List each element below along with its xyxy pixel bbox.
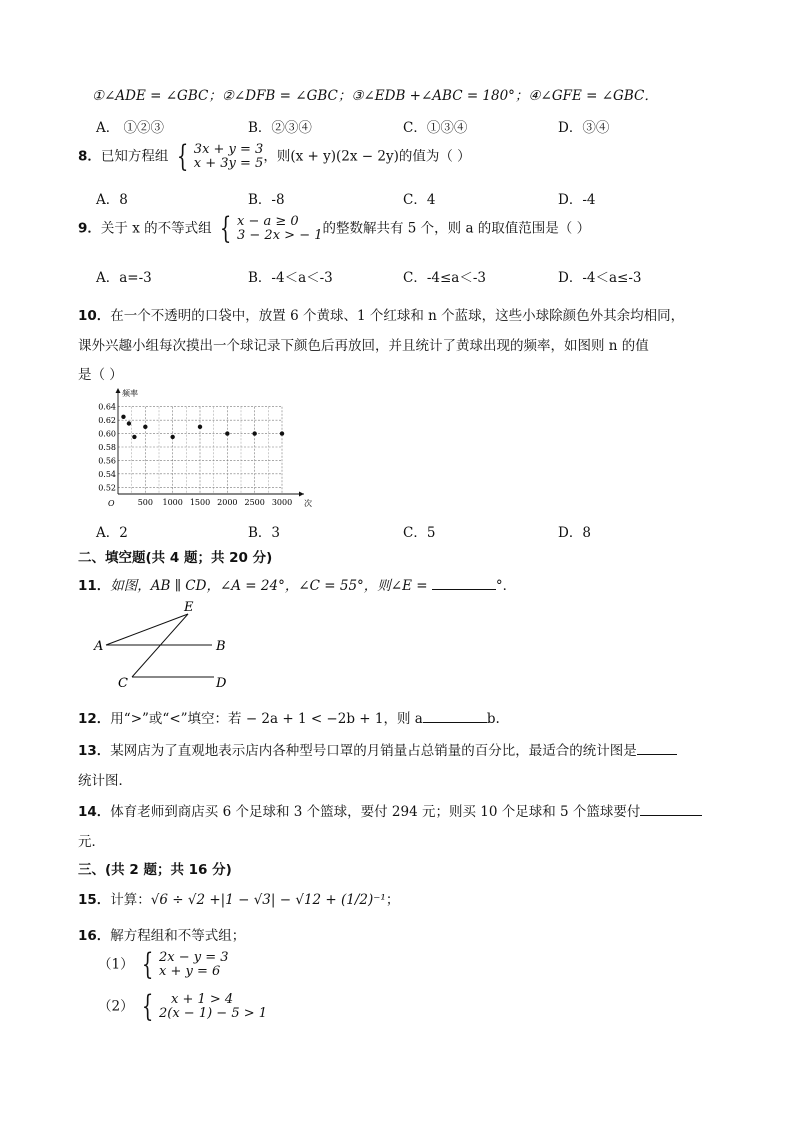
data-point-8 <box>280 431 284 435</box>
y-tick-label-6: 0.64 <box>98 402 116 412</box>
q10-line3: 是（ ） <box>78 367 123 383</box>
q9-stem <box>78 211 591 246</box>
q7-option-d[interactable]: D．③④ <box>558 120 610 136</box>
q15-suffix: ； <box>385 892 400 908</box>
chart-axes <box>116 388 305 497</box>
y-tick-label-3: 0.58 <box>98 443 116 452</box>
q8-suffix: ，则(x + y)(2x − 2y)的值为（ ） <box>263 148 471 165</box>
q8-eq1: 3x + y = 3 <box>193 142 264 157</box>
q12-number: 12． <box>78 711 111 727</box>
q10-option-b[interactable]: B．3 <box>248 525 281 541</box>
x-axis-arrow <box>299 492 304 497</box>
q12-answer-blank[interactable] <box>423 722 487 723</box>
data-point-3 <box>143 425 147 429</box>
q16-part2-brace: { <box>141 989 154 1024</box>
q8-option-a[interactable]: A．8 <box>96 192 128 208</box>
q9-eq2: 3 − 2x > − 1 <box>237 228 323 243</box>
q8-brace: { <box>176 139 188 174</box>
y-axis-arrow <box>116 388 121 393</box>
q14-stem <box>78 800 702 820</box>
q13-text: 某网店为了直观地表示店内各种型号口罩的月销量占总销量的百分比，最适合的统计图是 <box>110 743 637 759</box>
q9-suffix: 的整数解共有 5 个，则 a 的取值范围是（ ） <box>322 220 591 237</box>
q16-number: 16． <box>78 928 111 944</box>
data-point-0 <box>121 415 125 419</box>
label-e: E <box>184 600 194 615</box>
q12-after: b. <box>486 711 500 727</box>
x-tick-label-4: 2500 <box>244 498 265 507</box>
data-point-1 <box>127 421 131 425</box>
q16-part2-eq2: 2(x − 1) − 5 > 1 <box>158 1006 268 1021</box>
q14-number: 14． <box>78 804 111 820</box>
q8-eq2: x + 3y = 5 <box>193 156 264 171</box>
q16-part2 <box>98 989 268 1024</box>
data-point-7 <box>252 431 256 435</box>
q9-option-d[interactable]: D．-4＜a≤-3 <box>558 270 642 286</box>
x-tick-label-2: 1500 <box>189 498 211 507</box>
q13-stem <box>78 739 677 759</box>
y-axis-label: 频率 <box>122 389 138 398</box>
q8-number: 8． <box>78 148 101 165</box>
data-point-6 <box>225 431 229 435</box>
q10-option-d[interactable]: D．8 <box>558 525 591 541</box>
q14-text: 体育老师到商店买 6 个足球和 3 个篮球，要付 294 元；则买 10 个足球和 5 个篮球要付 <box>110 804 641 820</box>
x-tick-label-1: 1000 <box>162 498 183 507</box>
q10-line1 <box>78 304 684 324</box>
q14-line2: 元． <box>78 834 105 850</box>
q16-part2-eq1: x + 1 > 4 <box>170 992 234 1007</box>
line-ae <box>106 614 188 645</box>
q11-answer-blank[interactable] <box>432 589 496 590</box>
q10-number: 10． <box>78 308 111 324</box>
q8-prefix: 已知方程组 <box>100 148 169 165</box>
q16-part1-eq2: x + y = 6 <box>158 964 221 979</box>
q16-part1-label: （1） <box>98 956 134 973</box>
q10-option-c[interactable]: C．5 <box>403 525 436 541</box>
q16-part1-brace: { <box>141 947 154 982</box>
y-tick-label-2: 0.56 <box>98 456 116 466</box>
q15-expression: √6 ÷ √2 +|1 − √3| − √12 + (1/2)⁻¹ <box>150 892 386 908</box>
q9-number: 9． <box>78 220 101 237</box>
data-point-4 <box>170 435 174 439</box>
q13-answer-blank[interactable] <box>637 754 677 755</box>
q9-option-c[interactable]: C．-4≤a＜-3 <box>403 270 486 286</box>
q11-text: 如图，AB ∥ CD，∠A = 24°，∠C = 55°，则∠E = <box>110 578 432 594</box>
q16-part2-label: （2） <box>98 998 134 1015</box>
section2-title: 二、填空题(共 4 题；共 20 分) <box>78 550 273 566</box>
q13-line2: 统计图． <box>78 773 132 789</box>
x-tick-label-3: 2000 <box>217 498 238 507</box>
y-tick-label-0: 0.52 <box>98 483 116 493</box>
q10-line2: 课外兴趣小组每次摸出一个球记录下颜色后再放回，并且统计了黄球出现的频率，如图则 n 的值 <box>78 338 649 354</box>
q7-option-b[interactable]: B．②③④ <box>248 120 312 136</box>
q13-number: 13． <box>78 743 111 759</box>
q16-text: 解方程组和不等式组； <box>110 928 246 944</box>
q11-after: °． <box>495 578 517 594</box>
q14-answer-blank[interactable] <box>640 815 702 816</box>
q15-prefix: 计算： <box>110 892 151 908</box>
q9-option-a[interactable]: A．a=-3 <box>96 270 152 286</box>
q8-system <box>173 139 264 174</box>
label-c: C <box>118 676 128 691</box>
y-tick-label-4: 0.60 <box>98 429 116 439</box>
label-d: D <box>216 676 227 691</box>
frequency-chart <box>92 386 322 514</box>
q7-option-a[interactable]: A． ①②③ <box>96 120 165 136</box>
q12-text: 用“>”或“<”填空：若 − 2a + 1 < −2b + 1，则 a <box>110 711 423 727</box>
y-tick-label-1: 0.54 <box>98 469 116 479</box>
q9-eq1: x − a ≥ 0 <box>237 214 299 229</box>
q11-stem <box>78 574 516 594</box>
q11-figure <box>90 600 240 692</box>
q9-prefix: 关于 x 的不等式组 <box>100 220 212 237</box>
q7-conditions-text: ①∠ADE = ∠GBC；②∠DFB = ∠GBC；③∠EDB +∠ABC = 180°；④∠GFE = ∠GBC． <box>92 88 658 104</box>
x-tick-label-5: 3000 <box>271 498 293 507</box>
q9-option-b[interactable]: B．-4＜a＜-3 <box>248 270 333 286</box>
q12-stem <box>78 707 500 727</box>
q7-conditions <box>92 84 658 104</box>
q9-system <box>216 211 323 246</box>
q15-stem <box>78 888 399 908</box>
chart-grid <box>118 407 282 494</box>
q7-option-c[interactable]: C．①③④ <box>403 120 468 136</box>
q16-stem <box>78 924 245 944</box>
data-point-5 <box>198 425 202 429</box>
q10-line1-text: 在一个不透明的口袋中，放置 6 个黄球、1 个红球和 n 个蓝球，这些小球除颜色外其余均相同， <box>110 308 685 324</box>
q16-part1-eq1: 2x − y = 3 <box>158 950 229 965</box>
label-b: B <box>216 639 226 654</box>
q9-brace: { <box>219 211 232 246</box>
x-axis-label: 次 <box>304 499 312 508</box>
q8-option-d[interactable]: D．-4 <box>558 192 596 208</box>
q10-option-a[interactable]: A．2 <box>96 525 128 541</box>
x-tick-label-0: 500 <box>137 498 153 507</box>
label-a: A <box>94 639 104 654</box>
data-point-2 <box>132 435 136 439</box>
q16-part1 <box>98 947 229 982</box>
chart-ticks <box>98 388 312 508</box>
q16-part2-system <box>138 989 268 1024</box>
q16-part1-system <box>138 947 229 982</box>
chart-points <box>121 415 284 440</box>
y-tick-label-5: 0.62 <box>98 416 116 426</box>
q11-number: 11． <box>78 578 111 594</box>
origin-label: O <box>108 499 115 508</box>
q8-option-c[interactable]: C．4 <box>403 192 436 208</box>
q15-number: 15． <box>78 892 111 908</box>
section3-title: 三、(共 2 题；共 16 分) <box>78 862 232 878</box>
q8-stem <box>78 139 471 174</box>
q8-option-b[interactable]: B．-8 <box>248 192 285 208</box>
